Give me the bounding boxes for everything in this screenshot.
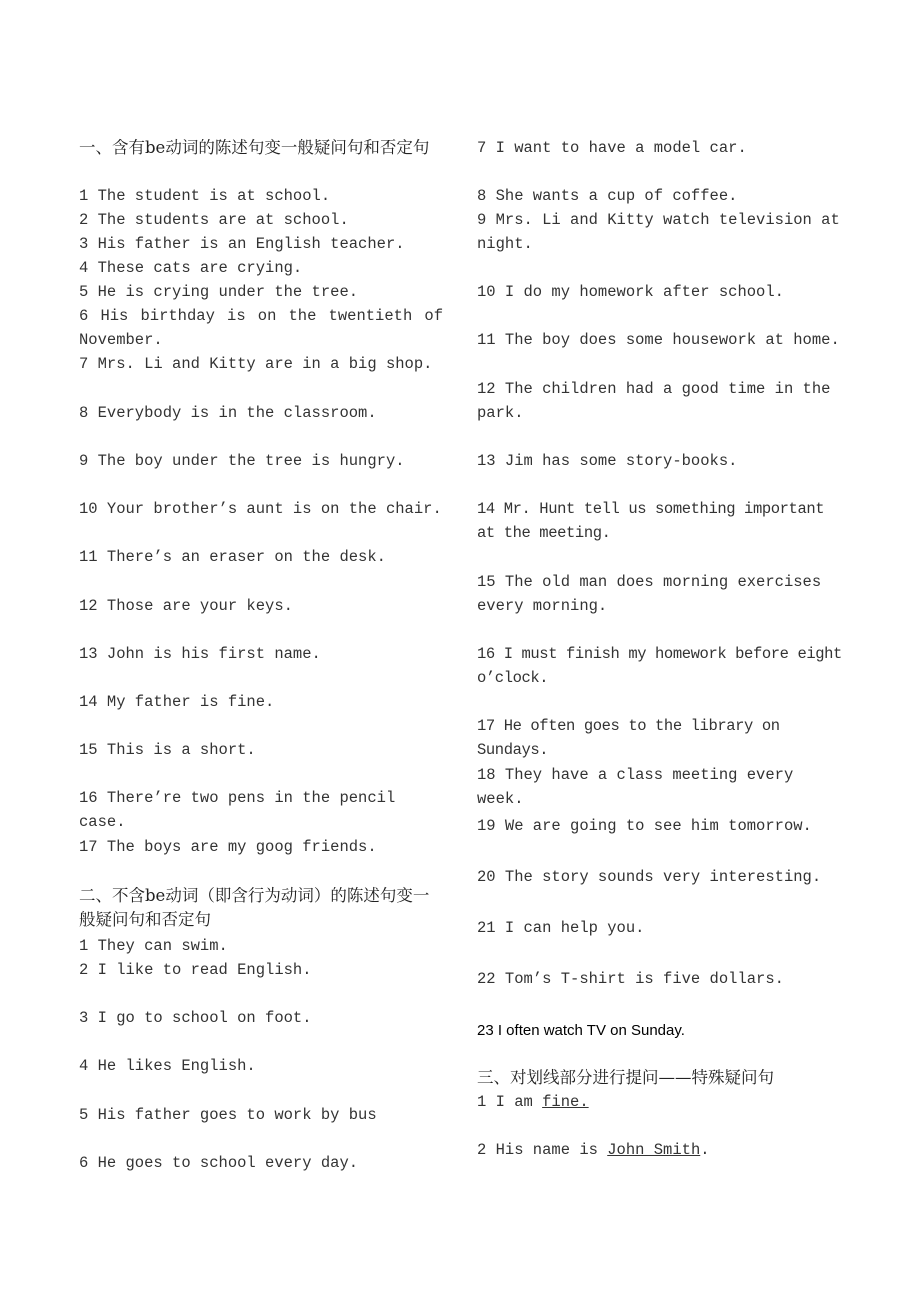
list-item: 11 The boy does some housework at home. xyxy=(477,331,840,349)
list-item: 19 We are going to see him tomorrow. xyxy=(477,817,812,835)
section-1-heading: 一、含有be动词的陈述句变一般疑问句和否定句 xyxy=(79,138,430,157)
underlined-text: John Smith xyxy=(607,1141,701,1159)
list-item: 4 He likes English. xyxy=(79,1057,256,1075)
item-text: 2 His name is xyxy=(477,1141,608,1159)
list-item xyxy=(477,1090,843,1114)
list-item: 21 I can help you. xyxy=(477,919,645,937)
list-item: 17 He often goes to the library on Sundays. xyxy=(477,717,780,759)
list-item: 1 The student is at school. xyxy=(79,187,331,205)
list-item: 14 My father is fine. xyxy=(79,693,275,711)
item-text: . xyxy=(700,1141,710,1159)
list-item: 7 Mrs. Li and Kitty are in a big shop. xyxy=(79,355,433,373)
list-item: 7 I want to have a model car. xyxy=(477,139,747,157)
list-item: 9 The boy under the tree is hungry. xyxy=(79,452,405,470)
list-item: 2 The students are at school. xyxy=(79,211,349,229)
list-item: 6 His birthday is on the twentieth of November. xyxy=(79,307,443,349)
section-2-heading: 二、不含be动词（即含行为动词）的陈述句变一般疑问句和否定句 xyxy=(79,886,430,929)
list-item: 13 Jim has some story-books. xyxy=(477,452,738,470)
list-item: 1 They can swim. xyxy=(79,937,228,955)
list-item: 4 These cats are crying. xyxy=(79,259,303,277)
list-item: 16 There’re two pens in the pencil case. xyxy=(79,789,396,831)
item-text: 1 I am xyxy=(477,1093,543,1111)
section-3-heading: 三、对划线部分进行提问——特殊疑问句 xyxy=(477,1068,774,1087)
list-item: 5 He is crying under the tree. xyxy=(79,283,359,301)
list-item: 6 He goes to school every day. xyxy=(79,1154,359,1172)
list-item: 16 I must finish my homework before eight o’clock. xyxy=(477,645,842,687)
list-item: 17 The boys are my goog friends. xyxy=(79,838,377,856)
list-item: 10 Your brother’s aunt is on the chair. xyxy=(79,500,442,518)
list-item: 8 Everybody is in the classroom. xyxy=(79,404,377,422)
list-item: 14 Mr. Hunt tell us something important at the meeting. xyxy=(477,500,825,542)
list-item: 2 I like to read English. xyxy=(79,961,312,979)
list-item: 23 I often watch TV on Sunday. xyxy=(477,1022,685,1039)
list-item: 22 Tom’s T-shirt is five dollars. xyxy=(477,970,784,988)
list-item: 12 The children had a good time in the park. xyxy=(477,380,831,422)
list-item: 13 John is his first name. xyxy=(79,645,321,663)
underlined-text: fine. xyxy=(542,1093,589,1111)
list-item: 5 His father goes to work by bus xyxy=(79,1106,377,1124)
list-item: 3 His father is an English teacher. xyxy=(79,235,405,253)
list-item xyxy=(477,1138,843,1162)
list-item: 15 The old man does morning exercises every morning. xyxy=(477,573,822,615)
list-item: 11 There’s an eraser on the desk. xyxy=(79,548,386,566)
list-item: 9 Mrs. Li and Kitty watch television at night. xyxy=(477,211,840,253)
list-item: 8 She wants a cup of coffee. xyxy=(477,187,738,205)
list-item: 3 I go to school on foot. xyxy=(79,1009,312,1027)
list-item: 12 Those are your keys. xyxy=(79,597,293,615)
list-item: 20 The story sounds very interesting. xyxy=(477,868,822,886)
list-item: 10 I do my homework after school. xyxy=(477,283,784,301)
list-item: 15 This is a short. xyxy=(79,741,256,759)
list-item: 18 They have a class meeting every week. xyxy=(477,766,794,808)
